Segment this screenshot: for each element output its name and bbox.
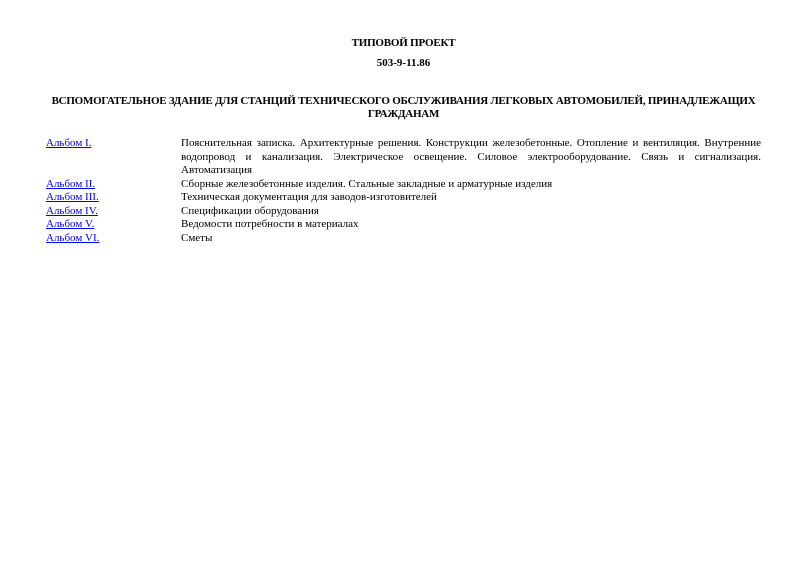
document-type-heading: ТИПОВОЙ ПРОЕКТ (351, 37, 456, 49)
album-6-link[interactable]: Альбом VI. (46, 231, 100, 244)
document-title: ВСПОМОГАТЕЛЬНОЕ ЗДАНИЕ ДЛЯ СТАНЦИЙ ТЕХНИЧЕСКОГО ОБСЛУЖИВАНИЯ ЛЕГКОВЫХ АВТОМОБИЛЕЙ, ПРИНАДЛЕЖАЩИХ ГРАЖДАНАМ (51, 95, 756, 120)
album-2-link[interactable]: Альбом II. (46, 177, 96, 190)
album-1-link[interactable]: Альбом I. (46, 137, 92, 149)
album-list (46, 137, 761, 245)
album-5-description: Ведомости потребности в материалах (181, 218, 359, 230)
album-4-description: Спецификации оборудования (181, 204, 319, 217)
album-row-3 (46, 191, 761, 205)
album-row-4 (46, 205, 761, 219)
album-2-description: Сборные железобетонные изделия. Стальные закладные и арматурные изделия (181, 177, 553, 190)
album-3-description: Техническая документация для заводов-изготовителей (181, 191, 437, 203)
album-1-description: Пояснительная записка. Архитектурные решения. Конструкции железобетонные. Отопление и вентиляция. Внутренние водопровод и канализация. Электрическое освещение. Силовое электрооборудование. Связь и сигнализация. Автоматизация (181, 137, 761, 176)
album-5-link[interactable]: Альбом V. (46, 218, 95, 230)
album-row-6 (46, 232, 761, 246)
project-code: 503-9-11.86 (376, 57, 431, 69)
album-row-2 (46, 178, 761, 192)
album-row-1 (46, 137, 761, 178)
album-row-5 (46, 218, 761, 232)
album-6-description: Сметы (181, 231, 213, 244)
album-4-link[interactable]: Альбом IV. (46, 204, 98, 217)
album-3-link[interactable]: Альбом III. (46, 191, 99, 203)
